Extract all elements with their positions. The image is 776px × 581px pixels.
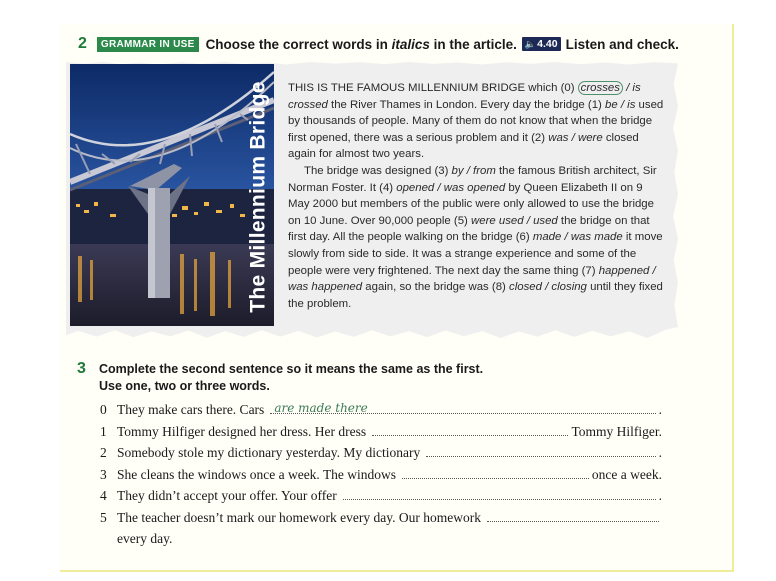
speaker-icon: 🔈: [524, 38, 537, 49]
exercise-item: [100, 488, 662, 510]
item-sentence: They didn’t accept your offer. Your offer: [117, 488, 337, 503]
item-sentence: She cleans the windows once a week. The windows: [117, 466, 397, 482]
answer-blank[interactable]: [372, 434, 568, 436]
article-text-run: by Queen Elizabeth II on 9 May 2000 but members of the public were only allowed to use the bridge on 10 June. Over 90,000 people (5): [288, 181, 654, 227]
answer-blank[interactable]: [343, 498, 656, 500]
exercise-2-header: [78, 34, 679, 54]
article-text-run: THIS IS THE FAMOUS MILLENNIUM BRIDGE which (0): [288, 82, 578, 94]
audio-track-number: 4.40: [537, 38, 558, 50]
article-text-run: it move slowly from side to side. It was a strange experience and some of the people were very frightened. The next day the same thing (7): [288, 231, 663, 277]
article-text-run: used by thousands of people. Many of them do not know that when the bridge first opened, there was a serious problem and it (2): [288, 98, 664, 144]
item-number: 0: [100, 402, 107, 417]
item-sentence-end: .: [658, 488, 662, 503]
answer-choice[interactable]: were used / used: [471, 214, 558, 227]
exercise-number: 3: [77, 360, 86, 377]
answer-choice[interactable]: was / were: [548, 131, 603, 144]
item-number: 1: [100, 423, 107, 439]
answer-blank[interactable]: [402, 477, 589, 479]
answer-choice[interactable]: happened / was happened: [288, 264, 656, 294]
grammar-in-use-badge: GRAMMAR IN USE: [97, 37, 199, 52]
article-text-run: the famous British architect, Sir Norman Foster. It (4): [288, 164, 657, 194]
article-text-run: the River Thames in London. Every day the bridge (1): [327, 98, 605, 111]
article-text-run: closed again for almost two years.: [288, 131, 639, 161]
item-sentence-end: .: [658, 402, 662, 417]
exercise-item: [100, 510, 662, 532]
instruction-text: Choose the correct words in italics in the article.: [205, 36, 517, 52]
answer-choice[interactable]: / is crossed: [288, 82, 641, 111]
item-sentence: The teacher doesn’t mark our homework every day. Our homework: [117, 509, 481, 525]
exercise-item: [100, 467, 662, 489]
handwritten-answer: are made there: [274, 401, 368, 415]
item-sentence: Tommy Hilfiger designed her dress. Her dress: [117, 423, 367, 439]
exercise-item: [100, 424, 662, 446]
answer-blank[interactable]: [487, 520, 659, 522]
answer-choice[interactable]: made / was made: [532, 231, 623, 244]
item-sentence: They make cars there. Cars: [117, 402, 265, 417]
article-text-run: the bridge on that first day. All the people walking on the bridge (6): [288, 214, 650, 244]
item-sentence-end: once a week.: [591, 466, 662, 482]
item-number: 4: [100, 488, 107, 503]
item-number: 2: [100, 445, 107, 460]
article-text: [288, 80, 666, 312]
answer-choice[interactable]: be / is: [605, 98, 636, 111]
article-paragraph-1: [288, 80, 666, 163]
answer-choice[interactable]: closed / closing: [509, 281, 587, 294]
article-text-run: The bridge was designed (3): [304, 164, 452, 177]
item-sentence-continuation: every day.: [117, 531, 173, 546]
item-number: 3: [100, 466, 107, 482]
listen-instruction: Listen and check.: [565, 36, 679, 52]
exercise-3-items: [100, 402, 662, 551]
item-sentence-end: .: [658, 445, 662, 460]
answer-blank[interactable]: [426, 455, 655, 457]
article-text-run: until they fixed the problem.: [288, 281, 663, 310]
article-text-run: again, so the bridge was (8): [362, 281, 510, 294]
answer-choice[interactable]: opened / was opened: [396, 181, 506, 194]
item-sentence: Somebody stole my dictionary yesterday. My dictionary: [117, 445, 421, 460]
exercise-3-instruction: Complete the second sentence so it means the same as the first. Use one, two or three words.: [99, 362, 484, 393]
circled-answer[interactable]: crosses: [578, 81, 623, 95]
item-sentence-end: Tommy Hilfiger.: [571, 423, 662, 439]
article-paragraph-2: [288, 163, 666, 312]
audio-track-badge[interactable]: [522, 37, 561, 51]
answer-choice[interactable]: by / from: [451, 164, 496, 177]
answer-blank[interactable]: [270, 401, 655, 415]
exercise-number: 2: [78, 35, 87, 52]
item-number: 5: [100, 509, 107, 525]
photo-title: The Millennium Bridge: [247, 81, 271, 313]
exercise-item: [100, 402, 662, 424]
exercise-item: [100, 445, 662, 467]
